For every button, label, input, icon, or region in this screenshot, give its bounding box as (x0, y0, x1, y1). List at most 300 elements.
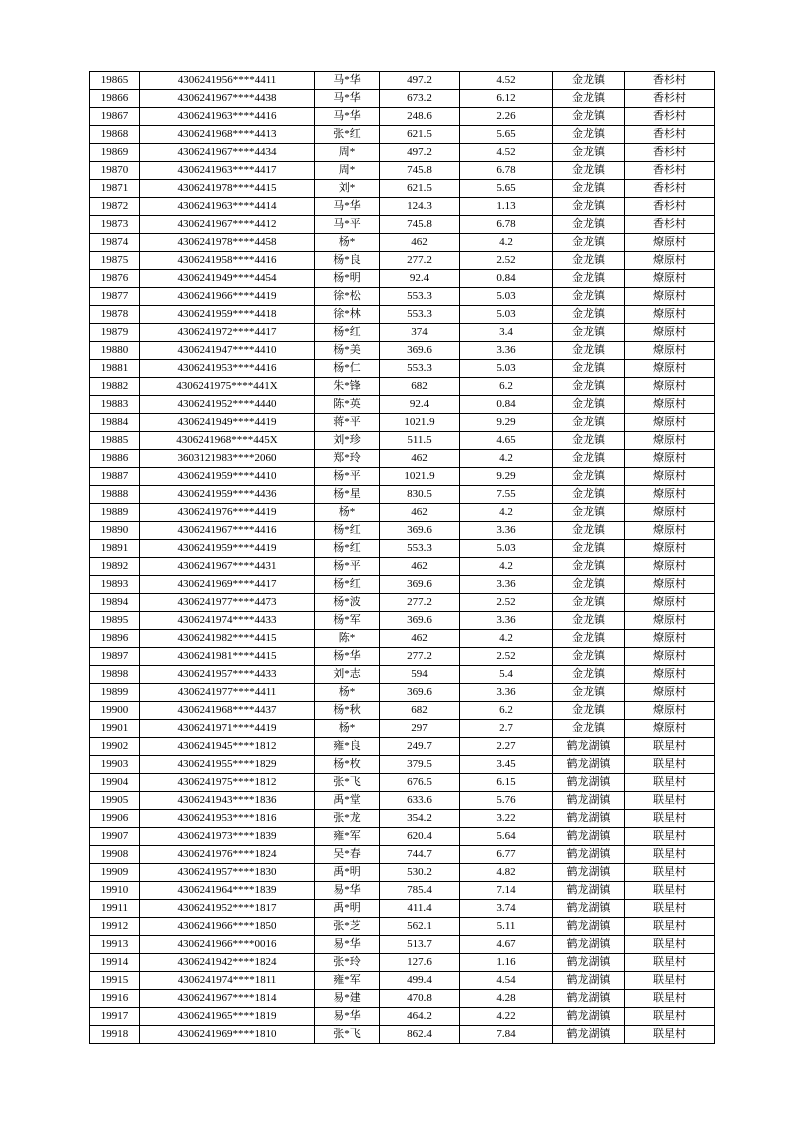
table-cell-village: 燎原村 (625, 648, 715, 666)
table-cell-value2: 4.2 (460, 450, 553, 468)
table-row (90, 414, 715, 432)
table-cell-name: 马*华 (315, 198, 380, 216)
table-cell-village: 燎原村 (625, 414, 715, 432)
table-cell-value2: 4.65 (460, 432, 553, 450)
table-row (90, 954, 715, 972)
table-cell-town: 金龙镇 (553, 396, 625, 414)
table-cell-seq: 19865 (90, 72, 140, 90)
table-row (90, 918, 715, 936)
table-cell-name: 杨*平 (315, 468, 380, 486)
table-cell-id-number: 4306241975****1812 (140, 774, 315, 792)
table-row (90, 360, 715, 378)
table-cell-value2: 3.36 (460, 684, 553, 702)
table-cell-value1: 862.4 (380, 1026, 460, 1044)
table-cell-village: 香杉村 (625, 144, 715, 162)
table-cell-seq: 19904 (90, 774, 140, 792)
table-cell-id-number: 4306241959****4419 (140, 540, 315, 558)
table-cell-town: 金龙镇 (553, 468, 625, 486)
table-cell-town: 金龙镇 (553, 342, 625, 360)
table-cell-town: 金龙镇 (553, 558, 625, 576)
table-cell-name: 易*华 (315, 882, 380, 900)
table-cell-village: 联星村 (625, 774, 715, 792)
table-cell-town: 金龙镇 (553, 648, 625, 666)
table-row (90, 756, 715, 774)
table-cell-value2: 5.03 (460, 306, 553, 324)
table-cell-village: 燎原村 (625, 360, 715, 378)
table-cell-name: 杨*红 (315, 540, 380, 558)
table-cell-seq: 19875 (90, 252, 140, 270)
table-row (90, 108, 715, 126)
table-cell-village: 香杉村 (625, 198, 715, 216)
table-cell-value2: 6.78 (460, 162, 553, 180)
table-cell-seq: 19866 (90, 90, 140, 108)
table-cell-village: 香杉村 (625, 72, 715, 90)
table-cell-value1: 499.4 (380, 972, 460, 990)
table-cell-id-number: 4306241943****1836 (140, 792, 315, 810)
table-cell-village: 香杉村 (625, 126, 715, 144)
table-cell-value1: 369.6 (380, 612, 460, 630)
table-cell-seq: 19907 (90, 828, 140, 846)
table-cell-name: 马*华 (315, 72, 380, 90)
table-cell-seq: 19900 (90, 702, 140, 720)
table-cell-value1: 682 (380, 702, 460, 720)
table-cell-town: 鹤龙湖镇 (553, 972, 625, 990)
table-cell-id-number: 4306241956****4411 (140, 72, 315, 90)
table-cell-value1: 673.2 (380, 90, 460, 108)
table-row (90, 990, 715, 1008)
table-cell-value1: 277.2 (380, 594, 460, 612)
table-cell-village: 燎原村 (625, 270, 715, 288)
table-cell-value1: 553.3 (380, 288, 460, 306)
table-cell-name: 蒋*平 (315, 414, 380, 432)
table-cell-name: 吴*春 (315, 846, 380, 864)
table-cell-town: 鹤龙湖镇 (553, 792, 625, 810)
table-cell-id-number: 4306241945****1812 (140, 738, 315, 756)
table-cell-value2: 3.22 (460, 810, 553, 828)
table-row (90, 396, 715, 414)
table-cell-value1: 277.2 (380, 648, 460, 666)
table-row (90, 378, 715, 396)
table-cell-id-number: 4306241952****1817 (140, 900, 315, 918)
table-cell-value2: 3.36 (460, 576, 553, 594)
table-cell-village: 燎原村 (625, 468, 715, 486)
table-cell-value2: 7.55 (460, 486, 553, 504)
table-cell-value2: 3.36 (460, 342, 553, 360)
table-cell-value2: 4.2 (460, 558, 553, 576)
table-cell-value1: 369.6 (380, 576, 460, 594)
table-cell-name: 杨* (315, 234, 380, 252)
table-row (90, 576, 715, 594)
table-cell-village: 燎原村 (625, 324, 715, 342)
table-cell-seq: 19895 (90, 612, 140, 630)
table-cell-seq: 19874 (90, 234, 140, 252)
table-cell-value1: 462 (380, 558, 460, 576)
table-cell-village: 联星村 (625, 990, 715, 1008)
table-cell-seq: 19913 (90, 936, 140, 954)
table-cell-seq: 19870 (90, 162, 140, 180)
table-row (90, 594, 715, 612)
table-cell-seq: 19902 (90, 738, 140, 756)
table-row (90, 234, 715, 252)
table-cell-value1: 369.6 (380, 522, 460, 540)
table-row (90, 558, 715, 576)
table-cell-town: 鹤龙湖镇 (553, 882, 625, 900)
table-cell-seq: 19888 (90, 486, 140, 504)
table-cell-value1: 369.6 (380, 342, 460, 360)
table-cell-seq: 19878 (90, 306, 140, 324)
table-cell-town: 金龙镇 (553, 198, 625, 216)
table-cell-id-number: 4306241959****4410 (140, 468, 315, 486)
table-cell-village: 燎原村 (625, 486, 715, 504)
table-cell-value2: 5.03 (460, 360, 553, 378)
table-cell-id-number: 4306241968****445X (140, 432, 315, 450)
table-cell-value1: 511.5 (380, 432, 460, 450)
table-cell-name: 周* (315, 162, 380, 180)
table-cell-town: 金龙镇 (553, 378, 625, 396)
table-cell-value1: 676.5 (380, 774, 460, 792)
table-cell-village: 联星村 (625, 756, 715, 774)
table-cell-town: 鹤龙湖镇 (553, 846, 625, 864)
table-cell-id-number: 3603121983****2060 (140, 450, 315, 468)
table-cell-village: 燎原村 (625, 252, 715, 270)
table-cell-town: 金龙镇 (553, 216, 625, 234)
table-cell-seq: 19908 (90, 846, 140, 864)
table-cell-town: 金龙镇 (553, 450, 625, 468)
table-cell-id-number: 4306241967****1814 (140, 990, 315, 1008)
table-cell-value2: 4.22 (460, 1008, 553, 1026)
table-row (90, 702, 715, 720)
table-body (90, 72, 715, 1044)
table-cell-value1: 462 (380, 504, 460, 522)
table-cell-seq: 19887 (90, 468, 140, 486)
table-cell-seq: 19903 (90, 756, 140, 774)
table-cell-seq: 19869 (90, 144, 140, 162)
table-cell-value2: 3.36 (460, 522, 553, 540)
table-cell-seq: 19914 (90, 954, 140, 972)
table-cell-value2: 0.84 (460, 396, 553, 414)
table-cell-name: 杨*红 (315, 576, 380, 594)
table-cell-village: 香杉村 (625, 162, 715, 180)
table-cell-name: 杨*军 (315, 612, 380, 630)
table-cell-id-number: 4306241947****4410 (140, 342, 315, 360)
table-cell-name: 刘* (315, 180, 380, 198)
table-cell-id-number: 4306241974****1811 (140, 972, 315, 990)
table-cell-village: 燎原村 (625, 288, 715, 306)
table-cell-id-number: 4306241978****4415 (140, 180, 315, 198)
table-cell-name: 杨*波 (315, 594, 380, 612)
table-row (90, 648, 715, 666)
table-cell-town: 金龙镇 (553, 522, 625, 540)
table-row (90, 90, 715, 108)
table-cell-name: 张*玲 (315, 954, 380, 972)
table-cell-town: 鹤龙湖镇 (553, 1026, 625, 1044)
table-row (90, 774, 715, 792)
table-cell-village: 燎原村 (625, 522, 715, 540)
table-row (90, 306, 715, 324)
table-cell-seq: 19892 (90, 558, 140, 576)
table-row (90, 486, 715, 504)
table-cell-value1: 462 (380, 630, 460, 648)
table-cell-village: 联星村 (625, 792, 715, 810)
table-cell-village: 香杉村 (625, 90, 715, 108)
table-cell-town: 金龙镇 (553, 306, 625, 324)
table-cell-name: 雍*军 (315, 828, 380, 846)
table-cell-value1: 92.4 (380, 270, 460, 288)
table-cell-value1: 594 (380, 666, 460, 684)
table-cell-value1: 249.7 (380, 738, 460, 756)
table-cell-value1: 462 (380, 234, 460, 252)
table-row (90, 792, 715, 810)
table-cell-id-number: 4306241967****4434 (140, 144, 315, 162)
table-cell-name: 杨*红 (315, 522, 380, 540)
table-cell-village: 联星村 (625, 864, 715, 882)
table-cell-seq: 19912 (90, 918, 140, 936)
table-cell-name: 张*芝 (315, 918, 380, 936)
table-cell-seq: 19879 (90, 324, 140, 342)
table-row (90, 72, 715, 90)
table-cell-village: 燎原村 (625, 612, 715, 630)
table-row (90, 828, 715, 846)
table-cell-town: 金龙镇 (553, 144, 625, 162)
table-cell-id-number: 4306241967****4438 (140, 90, 315, 108)
table-cell-name: 杨*华 (315, 648, 380, 666)
table-cell-value2: 4.28 (460, 990, 553, 1008)
table-cell-seq: 19897 (90, 648, 140, 666)
table-row (90, 846, 715, 864)
table-row (90, 432, 715, 450)
table-row (90, 162, 715, 180)
table-cell-id-number: 4306241982****4415 (140, 630, 315, 648)
table-cell-village: 联星村 (625, 846, 715, 864)
table-cell-value2: 2.52 (460, 594, 553, 612)
table-cell-value2: 6.15 (460, 774, 553, 792)
table-row (90, 1008, 715, 1026)
table-cell-value2: 4.54 (460, 972, 553, 990)
table-cell-value2: 6.2 (460, 702, 553, 720)
table-cell-id-number: 4306241942****1824 (140, 954, 315, 972)
table-cell-value1: 354.2 (380, 810, 460, 828)
table-cell-town: 金龙镇 (553, 72, 625, 90)
table-row (90, 612, 715, 630)
table-cell-value2: 5.4 (460, 666, 553, 684)
table-cell-town: 鹤龙湖镇 (553, 900, 625, 918)
table-cell-value2: 3.45 (460, 756, 553, 774)
table-cell-value2: 6.77 (460, 846, 553, 864)
table-row (90, 900, 715, 918)
table-row (90, 630, 715, 648)
table-cell-value1: 682 (380, 378, 460, 396)
table-cell-value2: 6.12 (460, 90, 553, 108)
table-cell-value2: 3.36 (460, 612, 553, 630)
table-cell-id-number: 4306241957****4433 (140, 666, 315, 684)
table-cell-value1: 464.2 (380, 1008, 460, 1026)
table-cell-id-number: 4306241955****1829 (140, 756, 315, 774)
table-cell-name: 徐*林 (315, 306, 380, 324)
table-cell-id-number: 4306241973****1839 (140, 828, 315, 846)
table-cell-id-number: 4306241972****4417 (140, 324, 315, 342)
table-cell-id-number: 4306241968****4413 (140, 126, 315, 144)
table-cell-village: 联星村 (625, 918, 715, 936)
table-cell-seq: 19911 (90, 900, 140, 918)
table-cell-village: 燎原村 (625, 378, 715, 396)
table-cell-town: 鹤龙湖镇 (553, 864, 625, 882)
subsidy-table (89, 71, 715, 1044)
table-cell-seq: 19885 (90, 432, 140, 450)
table-cell-seq: 19877 (90, 288, 140, 306)
table-cell-town: 金龙镇 (553, 324, 625, 342)
table-cell-id-number: 4306241966****0016 (140, 936, 315, 954)
table-cell-village: 燎原村 (625, 432, 715, 450)
table-cell-name: 雍*军 (315, 972, 380, 990)
table-row (90, 972, 715, 990)
table-cell-town: 金龙镇 (553, 702, 625, 720)
table-cell-name: 马*华 (315, 108, 380, 126)
table-row (90, 144, 715, 162)
table-cell-name: 易*建 (315, 990, 380, 1008)
table-cell-village: 联星村 (625, 1008, 715, 1026)
table-cell-name: 马*平 (315, 216, 380, 234)
table-cell-value2: 4.2 (460, 234, 553, 252)
table-cell-id-number: 4306241958****4416 (140, 252, 315, 270)
table-cell-name: 杨*星 (315, 486, 380, 504)
table-cell-value1: 497.2 (380, 144, 460, 162)
table-cell-value2: 3.4 (460, 324, 553, 342)
table-cell-seq: 19918 (90, 1026, 140, 1044)
table-cell-value2: 5.03 (460, 288, 553, 306)
table-cell-value2: 5.64 (460, 828, 553, 846)
table-cell-value2: 9.29 (460, 468, 553, 486)
table-cell-seq: 19881 (90, 360, 140, 378)
table-cell-seq: 19894 (90, 594, 140, 612)
table-cell-id-number: 4306241976****4419 (140, 504, 315, 522)
table-cell-value1: 248.6 (380, 108, 460, 126)
table-row (90, 288, 715, 306)
table-cell-seq: 19899 (90, 684, 140, 702)
table-row (90, 540, 715, 558)
table-row (90, 936, 715, 954)
table-cell-village: 联星村 (625, 936, 715, 954)
table-cell-town: 金龙镇 (553, 720, 625, 738)
table-row (90, 1026, 715, 1044)
table-cell-value2: 6.2 (460, 378, 553, 396)
table-cell-village: 联星村 (625, 972, 715, 990)
table-cell-value2: 2.7 (460, 720, 553, 738)
table-cell-value2: 5.03 (460, 540, 553, 558)
table-cell-id-number: 4306241963****4417 (140, 162, 315, 180)
table-cell-value1: 470.8 (380, 990, 460, 1008)
table-cell-value2: 2.52 (460, 252, 553, 270)
table-row (90, 522, 715, 540)
table-cell-name: 杨*秋 (315, 702, 380, 720)
table-cell-town: 金龙镇 (553, 162, 625, 180)
table-cell-name: 杨*良 (315, 252, 380, 270)
table-cell-value2: 4.82 (460, 864, 553, 882)
table-cell-id-number: 4306241959****4418 (140, 306, 315, 324)
table-cell-id-number: 4306241966****1850 (140, 918, 315, 936)
table-cell-town: 金龙镇 (553, 234, 625, 252)
table-cell-value2: 4.67 (460, 936, 553, 954)
table-cell-name: 张*飞 (315, 1026, 380, 1044)
table-cell-id-number: 4306241968****4437 (140, 702, 315, 720)
table-cell-name: 禹*明 (315, 864, 380, 882)
table-cell-village: 燎原村 (625, 666, 715, 684)
table-cell-value2: 7.14 (460, 882, 553, 900)
table-cell-name: 张*龙 (315, 810, 380, 828)
table-cell-name: 禹*明 (315, 900, 380, 918)
table-cell-id-number: 4306241957****1830 (140, 864, 315, 882)
table-cell-seq: 19882 (90, 378, 140, 396)
table-row (90, 684, 715, 702)
table-cell-seq: 19890 (90, 522, 140, 540)
table-cell-seq: 19915 (90, 972, 140, 990)
table-cell-town: 金龙镇 (553, 666, 625, 684)
table-row (90, 666, 715, 684)
table-cell-seq: 19880 (90, 342, 140, 360)
table-cell-value1: 621.5 (380, 126, 460, 144)
table-cell-seq: 19916 (90, 990, 140, 1008)
table-cell-id-number: 4306241977****4411 (140, 684, 315, 702)
table-cell-town: 金龙镇 (553, 486, 625, 504)
table-cell-seq: 19873 (90, 216, 140, 234)
table-cell-town: 鹤龙湖镇 (553, 738, 625, 756)
table-cell-name: 徐*松 (315, 288, 380, 306)
table-cell-name: 杨*明 (315, 270, 380, 288)
table-cell-name: 禹*堂 (315, 792, 380, 810)
table-cell-name: 朱*锋 (315, 378, 380, 396)
table-cell-value2: 5.11 (460, 918, 553, 936)
table-cell-value1: 1021.9 (380, 468, 460, 486)
table-cell-name: 陈*英 (315, 396, 380, 414)
table-cell-value2: 2.27 (460, 738, 553, 756)
table-cell-village: 燎原村 (625, 576, 715, 594)
table-cell-village: 燎原村 (625, 720, 715, 738)
table-cell-town: 鹤龙湖镇 (553, 828, 625, 846)
table-cell-village: 燎原村 (625, 306, 715, 324)
table-cell-village: 香杉村 (625, 180, 715, 198)
table-cell-town: 金龙镇 (553, 90, 625, 108)
table-cell-name: 郑*玲 (315, 450, 380, 468)
table-cell-village: 联星村 (625, 954, 715, 972)
table-cell-town: 鹤龙湖镇 (553, 918, 625, 936)
table-cell-value1: 620.4 (380, 828, 460, 846)
table-cell-town: 鹤龙湖镇 (553, 936, 625, 954)
table-cell-value1: 462 (380, 450, 460, 468)
table-row (90, 216, 715, 234)
table-cell-town: 金龙镇 (553, 612, 625, 630)
table-cell-value2: 5.65 (460, 180, 553, 198)
table-cell-village: 燎原村 (625, 684, 715, 702)
table-cell-town: 金龙镇 (553, 684, 625, 702)
table-cell-seq: 19909 (90, 864, 140, 882)
table-cell-village: 燎原村 (625, 342, 715, 360)
table-cell-village: 联星村 (625, 738, 715, 756)
table-cell-id-number: 4306241966****4419 (140, 288, 315, 306)
table-cell-seq: 19917 (90, 1008, 140, 1026)
table-cell-value1: 127.6 (380, 954, 460, 972)
table-cell-value2: 7.84 (460, 1026, 553, 1044)
table-cell-value2: 4.2 (460, 504, 553, 522)
table-cell-id-number: 4306241967****4416 (140, 522, 315, 540)
table-cell-town: 金龙镇 (553, 288, 625, 306)
table-cell-value1: 1021.9 (380, 414, 460, 432)
table-cell-value1: 621.5 (380, 180, 460, 198)
table-row (90, 882, 715, 900)
table-cell-village: 燎原村 (625, 234, 715, 252)
table-cell-seq: 19889 (90, 504, 140, 522)
table-cell-id-number: 4306241952****4440 (140, 396, 315, 414)
table-row (90, 180, 715, 198)
table-row (90, 738, 715, 756)
